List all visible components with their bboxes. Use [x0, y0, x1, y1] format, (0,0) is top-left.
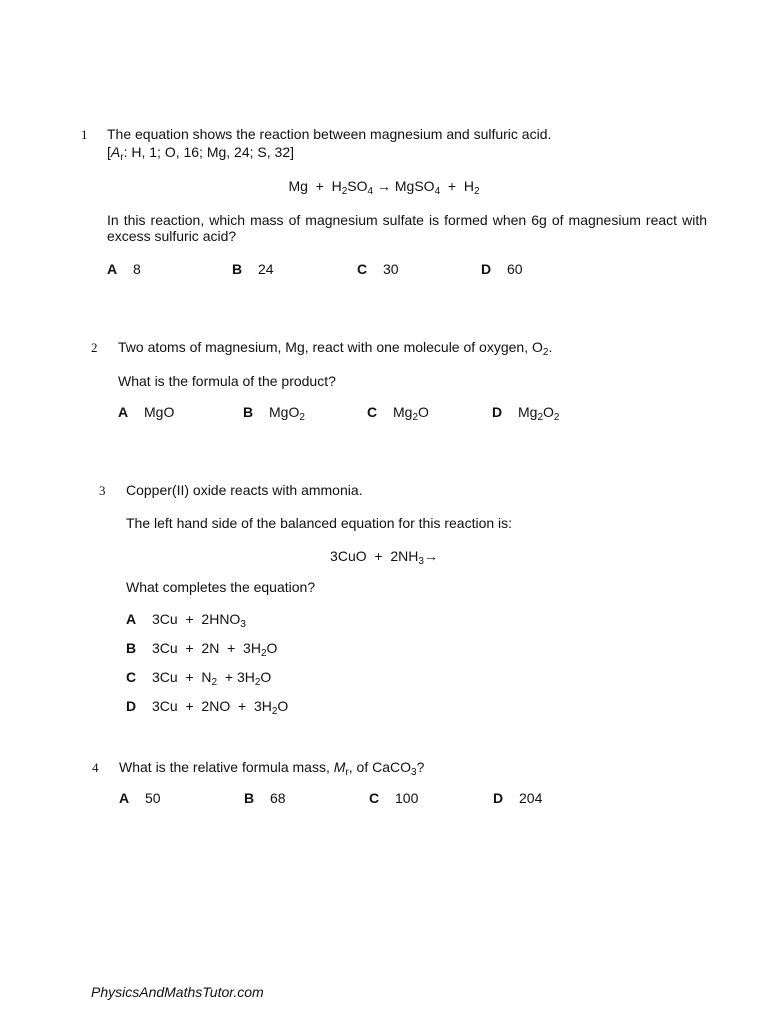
q1-option-a[interactable] [107, 261, 141, 277]
q3-equation [0, 548, 768, 567]
option-sub: 2 [271, 706, 278, 717]
option-text: Mg [393, 404, 413, 420]
option-letter: D [481, 261, 492, 277]
option-text: 8 [133, 261, 141, 277]
option-sub: 3 [240, 619, 246, 630]
q1-eq-sub: 4 [367, 186, 374, 197]
q3-option-d[interactable] [126, 698, 289, 717]
q4-option-a[interactable] [119, 790, 161, 806]
q4-stem-end: ? [416, 759, 425, 775]
arrow-icon: → [423, 548, 438, 564]
option-sub: 2 [211, 677, 218, 688]
question-number-2: 2 [91, 340, 98, 355]
q2-stem-end: . [548, 339, 553, 355]
option-letter: D [126, 698, 137, 714]
q1-stem [107, 126, 551, 142]
q3-stem: Copper(II) oxide reacts with ammonia. [126, 482, 363, 498]
option-sub: 2 [412, 412, 419, 423]
q3-eq-part: 3CuO + 2NH [330, 548, 419, 564]
option-letter: C [367, 404, 378, 420]
q1-ar-sub: r [120, 152, 124, 163]
option-text: O [266, 640, 278, 656]
q4-mr-symbol: M [333, 759, 346, 775]
option-text: 30 [383, 261, 399, 277]
option-letter: B [232, 261, 243, 277]
q1-eq-part: SO [347, 178, 368, 194]
option-text: 3Cu + 2N + 3H [152, 640, 261, 656]
q1-ar-values: : H, 1; O, 16; Mg, 24; S, 32] [123, 144, 294, 160]
q2-option-c[interactable] [367, 404, 429, 423]
q1-option-b[interactable] [232, 261, 274, 277]
q2-option-b[interactable] [243, 404, 305, 423]
q4-stem-sub: 3 [411, 767, 417, 778]
option-text: O [543, 404, 554, 420]
option-sub: 2 [299, 412, 305, 423]
option-letter: A [126, 611, 137, 627]
option-text: 3Cu + N [152, 669, 212, 685]
option-letter: B [126, 640, 137, 656]
q4-stem-text: What is the relative formula mass, [119, 759, 334, 775]
q1-ar-symbol: A [110, 144, 121, 160]
q1-eq-sub: 2 [473, 186, 480, 197]
q1-stem-text: The equation shows the reaction between magnesium and sulfuric acid. [107, 126, 552, 142]
q3-option-c[interactable] [126, 669, 272, 688]
q1-eq-part: Mg + H [288, 178, 342, 194]
q1-equation [0, 178, 768, 197]
option-text: 3Cu + 2NO + 3H [152, 698, 272, 714]
option-letter: C [369, 790, 380, 806]
q3-option-b[interactable] [126, 640, 278, 659]
q3-eq-sub: 3 [418, 556, 424, 567]
option-letter: C [357, 261, 368, 277]
option-text: + 3H [217, 669, 255, 685]
q2-question: What is the formula of the product? [118, 373, 336, 389]
option-letter: A [118, 404, 129, 420]
q1-ar-open: [ [107, 144, 111, 160]
option-text: MgO [269, 404, 300, 420]
option-text: 24 [258, 261, 274, 277]
option-letter: D [493, 790, 504, 806]
option-sub: 2 [254, 677, 261, 688]
option-text: O [418, 404, 429, 420]
q1-relative-masses [107, 144, 294, 163]
option-text: 3Cu + 2HNO [152, 611, 241, 627]
option-text: Mg [518, 404, 538, 420]
q3-option-a[interactable] [126, 611, 246, 630]
option-letter: A [119, 790, 130, 806]
option-text: 60 [507, 261, 523, 277]
option-text: O [260, 669, 272, 685]
arrow-icon: → [373, 178, 395, 194]
q1-option-d[interactable] [481, 261, 523, 277]
q4-option-d[interactable] [493, 790, 542, 806]
question-number-4: 4 [92, 760, 99, 775]
q4-option-c[interactable] [369, 790, 418, 806]
q2-option-d[interactable] [492, 404, 560, 423]
option-sub: 2 [553, 412, 560, 423]
q3-question: What completes the equation? [126, 579, 316, 595]
q1-eq-sub: 4 [434, 186, 441, 197]
q2-stem [118, 339, 553, 358]
option-letter: D [492, 404, 503, 420]
q2-stem-sub: 2 [542, 347, 549, 358]
question-number-1: 1 [81, 127, 88, 142]
option-text: 100 [395, 790, 419, 806]
option-text: 204 [519, 790, 543, 806]
q2-stem-text: Two atoms of magnesium, Mg, react with one molecule of oxygen, O [118, 339, 543, 355]
q4-mr-sub: r [345, 767, 349, 778]
q1-eq-part: MgSO [394, 178, 435, 194]
option-sub: 2 [260, 648, 267, 659]
q4-stem [119, 759, 425, 778]
option-text: 50 [145, 790, 161, 806]
option-letter: B [244, 790, 255, 806]
q4-option-b[interactable] [244, 790, 286, 806]
q1-option-c[interactable] [357, 261, 399, 277]
option-text: 68 [270, 790, 286, 806]
footer-site-name: PhysicsAndMathsTutor.com [91, 984, 264, 1000]
q2-option-a[interactable] [118, 404, 174, 420]
option-text: O [277, 698, 289, 714]
q1-eq-sub: 2 [341, 186, 348, 197]
option-letter: C [126, 669, 137, 685]
option-text: MgO [144, 404, 175, 420]
q3-lhs-text: The left hand side of the balanced equation for this reaction is: [126, 515, 513, 531]
option-letter: B [243, 404, 254, 420]
q1-question: In this reaction, which mass of magnesium sulfate is formed when 6g of magnesium react with excess sulfuric acid? [107, 212, 707, 244]
option-sub: 2 [537, 412, 544, 423]
option-letter: A [107, 261, 118, 277]
question-number-3: 3 [99, 483, 106, 498]
q1-eq-part: + H [440, 178, 474, 194]
q4-stem-text: , of CaCO [348, 759, 412, 775]
